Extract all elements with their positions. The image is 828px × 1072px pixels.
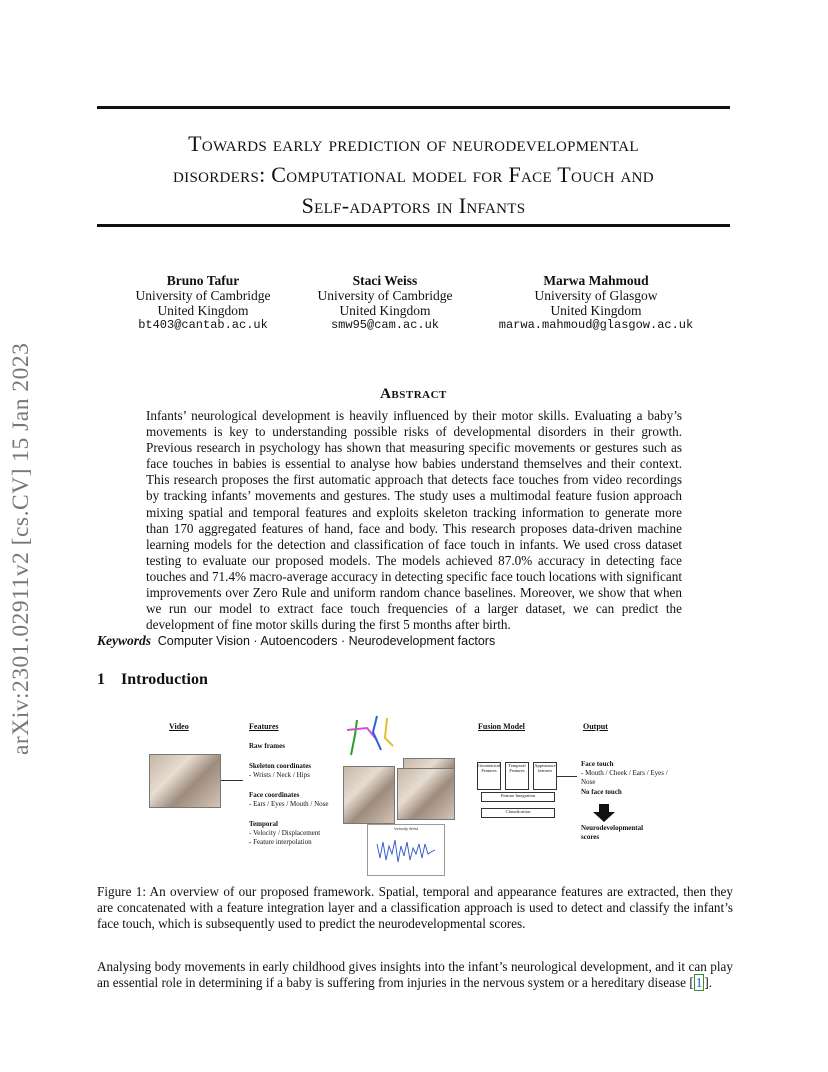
abstract-text: Infants’ neurological development is heavily influenced by their motor skills. Evaluating a baby’s movements is key to understanding possible risks of developmental disorders in their growth. Previous research in psychology has shown that measuring specific movements or gestures such as face touches in babies is essential to analyse how babies understand themselves and their context. This research proposes the first automatic approach that detects face touches from video recordings by tracking infants’ movements and gestures. The study uses a multimodal feature fusion approach mixing spatial and temporal features and exploits skeleton tracking information to generate more than 170 aggregated features of hand, face and body. This research proposes data-driven machine learning models for the detection and classification of face touch in infants. We used cross dataset testing to evaluate our proposed models. The models achieved 87.0% accuracy in detecting face touches and 71.4% macro-average accuracy in detecting specific face touch locations with significant improvements over Zero Rule and uniform random chance baselines. Moreover, we show that when we run our model to extract face touch frequencies of a larger dataset, we can predict the development of fine motor skills during the first 5 months after birth.: [146, 408, 682, 633]
fusion-box-appearance: Appearance features: [533, 762, 557, 790]
author-affiliation: University of Glasgow: [534, 288, 658, 303]
fusion-box-temporal: Temporal Features: [505, 762, 529, 790]
section-title: Introduction: [121, 671, 208, 688]
flow-arrow: [557, 776, 577, 777]
author-country: United Kingdom: [339, 303, 431, 318]
fusion-box-geometrical: Geometrical Features: [477, 762, 501, 790]
author-email[interactable]: smw95@cam.ac.uk: [330, 318, 440, 332]
author-name: Staci Weiss: [352, 273, 418, 288]
flow-arrow: [221, 780, 243, 781]
top-rule: [97, 106, 730, 109]
author-block: [492, 273, 700, 333]
section-heading: [97, 671, 208, 689]
keywords: [97, 633, 495, 649]
figure-header-fusion: Fusion Model: [478, 722, 525, 731]
author-affiliation: University of Cambridge: [135, 288, 271, 303]
title-line: disorders: Computational model for Face Touch and: [173, 162, 654, 187]
feature-integration-box: Feature Integration: [481, 792, 555, 802]
figure-header-video: Video: [169, 722, 189, 731]
author-email[interactable]: bt403@cantab.ac.uk: [138, 318, 268, 332]
figure-header-output: Output: [583, 722, 608, 731]
figure-overview: [145, 710, 705, 880]
no-face-touch-output: No face touch: [581, 788, 622, 796]
skeleton-pose-image: [337, 710, 407, 760]
face-coordinates: Face coordinates - Ears / Eyes / Mouth / Nose: [249, 791, 329, 808]
author-block: [97, 273, 309, 333]
figure-header-features: Features: [249, 722, 279, 731]
keywords-text: Computer Vision · Autoencoders · Neurodevelopment factors: [157, 634, 496, 648]
section-number: 1: [97, 671, 105, 688]
arxiv-stamp: arXiv:2301.02911v2 [cs.CV] 15 Jan 2023: [8, 342, 34, 755]
keywords-label: Keywords: [97, 633, 151, 648]
abstract-heading: Abstract: [380, 386, 447, 402]
velocity-chart-title: Velocity Wrist: [394, 826, 418, 831]
down-arrow-icon: [593, 804, 615, 822]
figure-caption: Figure 1: An overview of our proposed framework. Spatial, temporal and appearance features are extracted, then they are concatenated with a feature integration layer and a classification approach is used to detect and classify the infant’s face touch, which is subsequently used to predict the neurodevelopmental scores.: [97, 884, 733, 932]
temporal-features: Temporal - Velocity / Displacement - Feature interpolation: [249, 820, 321, 846]
classification-box: Classification: [481, 808, 555, 818]
author-block: [285, 273, 485, 333]
author-name: Bruno Tafur: [166, 273, 240, 288]
frames-stack-image: [343, 766, 395, 824]
title-line: Self-adaptors in Infants: [301, 193, 526, 218]
frames-stack-image: [397, 768, 455, 820]
body-end: .: [708, 975, 713, 991]
neurodevelopmental-scores: Neurodevelopmental scores: [581, 824, 644, 841]
paper-title: [97, 128, 730, 221]
face-touch-output: Face touch - Mouth / Cheek / Ears / Eyes / Nose: [581, 760, 668, 786]
velocity-chart-thumbnail: [367, 824, 445, 876]
citation-link[interactable]: 1: [695, 975, 703, 991]
author-country: United Kingdom: [550, 303, 642, 318]
author-name: Marwa Mahmoud: [543, 273, 649, 288]
body-paragraph: Analysing body movements in early childhood gives insights into the infant’s neurological development, and it can play an essential role in determining if a baby is suffering from injuries in the nervous system or a hereditary disease [ 1 ].: [97, 959, 733, 991]
body-text: Analysing body movements in early childhood gives insights into the infant’s neurological development, and it can play an essential role in determining if a baby is suffering from injuries in the nervous system or a hereditary disease: [97, 959, 733, 991]
raw-frames-label: Raw frames: [249, 742, 285, 750]
bottom-rule: [97, 224, 730, 227]
title-line: Towards early prediction of neurodevelopmental: [188, 131, 639, 156]
author-email[interactable]: marwa.mahmoud@glasgow.ac.uk: [498, 318, 694, 332]
skeleton-coordinates: Skeleton coordinates - Wrists / Neck / Hips: [249, 762, 312, 779]
video-frame-image: [149, 754, 221, 808]
author-affiliation: University of Cambridge: [317, 288, 453, 303]
author-country: United Kingdom: [157, 303, 249, 318]
